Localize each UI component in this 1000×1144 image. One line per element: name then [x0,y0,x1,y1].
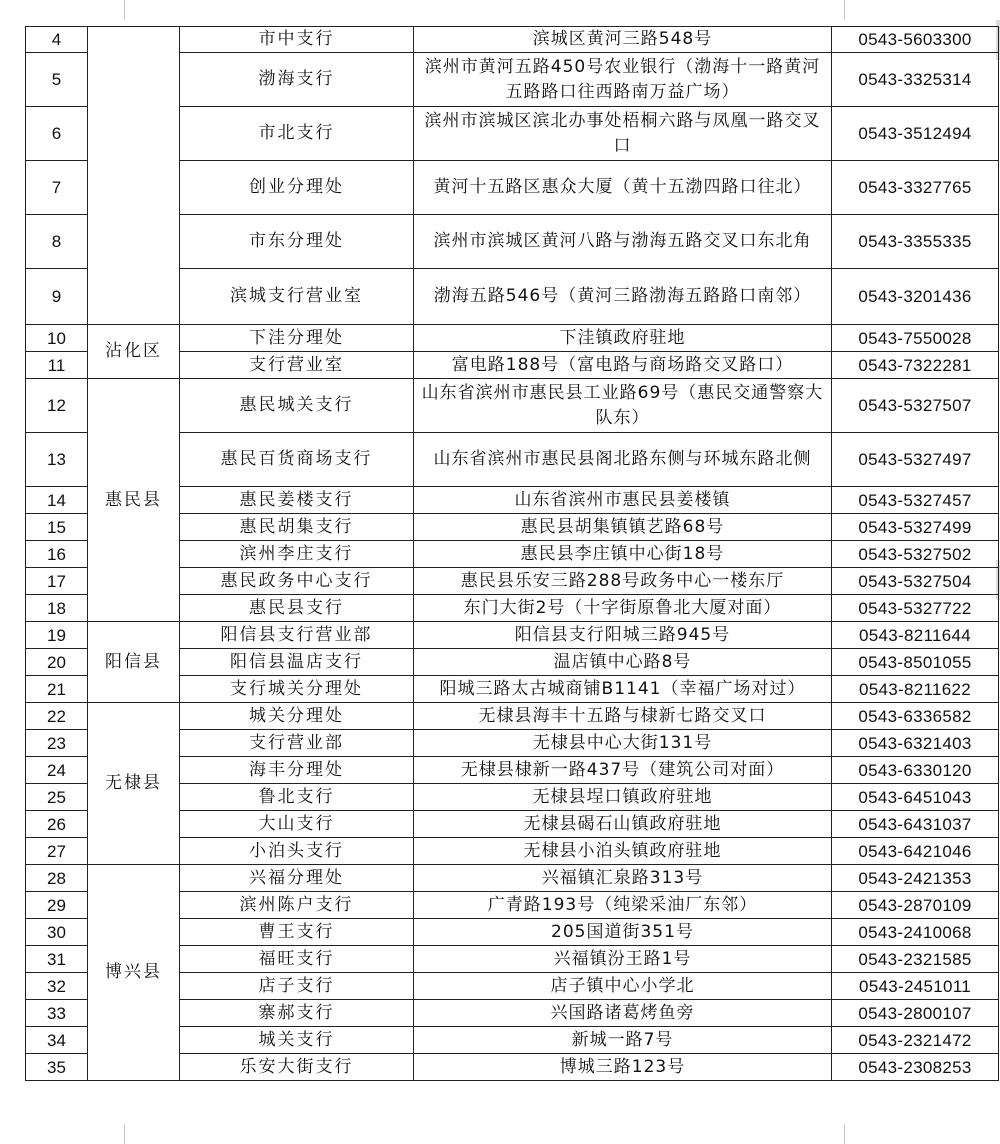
row-number: 35 [26,1054,88,1081]
branch-address: 无棣县小泊头镇政府驻地 [414,838,832,865]
branch-name: 惠民城关支行 [180,379,414,433]
branch-phone: 0543-3512494 [832,107,999,161]
branch-address: 无棣县碣石山镇政府驻地 [414,811,832,838]
district-cell: 沾化区 [88,325,180,379]
branch-phone: 0543-8501055 [832,649,999,676]
branch-phone: 0543-8211644 [832,622,999,649]
branch-name: 惠民百货商场支行 [180,433,414,487]
branch-phone: 0543-3325314 [832,53,999,107]
row-number: 33 [26,1000,88,1027]
branch-name: 市北支行 [180,107,414,161]
branch-name: 支行城关分理处 [180,676,414,703]
branch-phone: 0543-2321585 [832,946,999,973]
branch-address: 店子镇中心小学北 [414,973,832,1000]
branch-phone: 0543-2870109 [832,892,999,919]
branch-name: 福旺支行 [180,946,414,973]
row-number: 21 [26,676,88,703]
branch-phone: 0543-7550028 [832,325,999,352]
branch-phone: 0543-6431037 [832,811,999,838]
row-number: 9 [26,269,88,325]
branch-address: 兴福镇汇泉路313号 [414,865,832,892]
branch-name: 城关支行 [180,1027,414,1054]
crop-mark-bottom-left [124,1124,125,1144]
row-number: 34 [26,1027,88,1054]
branch-phone: 0543-2800107 [832,1000,999,1027]
row-number: 28 [26,865,88,892]
branch-address: 下洼镇政府驻地 [414,325,832,352]
row-number: 8 [26,215,88,269]
branch-table [25,26,999,1081]
table-row [26,27,999,53]
branch-address: 兴国路诸葛烤鱼旁 [414,1000,832,1027]
table-row [26,865,999,892]
branch-phone: 0543-5327507 [832,379,999,433]
crop-mark-top-left [124,0,125,20]
branch-phone: 0543-2451011 [832,973,999,1000]
branch-name: 鲁北支行 [180,784,414,811]
branch-phone: 0543-6330120 [832,757,999,784]
branch-address: 山东省滨州市惠民县姜楼镇 [414,487,832,514]
branch-name: 市东分理处 [180,215,414,269]
branch-phone: 0543-8211622 [832,676,999,703]
branch-address: 温店镇中心路8号 [414,649,832,676]
crop-mark-bottom-right [844,1124,845,1144]
branch-name: 滨州李庄支行 [180,541,414,568]
row-number: 6 [26,107,88,161]
branch-phone: 0543-3201436 [832,269,999,325]
row-number: 18 [26,595,88,622]
branch-name: 小泊头支行 [180,838,414,865]
branch-phone: 0543-6336582 [832,703,999,730]
branch-phone: 0543-2421353 [832,865,999,892]
branch-phone: 0543-2308253 [832,1054,999,1081]
branch-name: 滨城支行营业室 [180,269,414,325]
row-number: 14 [26,487,88,514]
branch-address: 富电路188号（富电路与商场路交叉路口） [414,352,832,379]
branch-phone: 0543-7322281 [832,352,999,379]
row-number: 12 [26,379,88,433]
branch-phone: 0543-5327499 [832,514,999,541]
branch-address: 新城一路7号 [414,1027,832,1054]
branch-phone: 0543-6451043 [832,784,999,811]
branch-name: 惠民政务中心支行 [180,568,414,595]
branch-address: 兴福镇汾王路1号 [414,946,832,973]
table-row [26,325,999,352]
branch-address: 惠民县乐安三路288号政务中心一楼东厅 [414,568,832,595]
branch-address: 无棣县埕口镇政府驻地 [414,784,832,811]
branch-address: 滨州市黄河五路450号农业银行（渤海十一路黄河五路路口往西路南万益广场） [414,53,832,107]
row-number: 30 [26,919,88,946]
branch-phone: 0543-6321403 [832,730,999,757]
row-number: 24 [26,757,88,784]
row-number: 29 [26,892,88,919]
branch-address: 惠民县李庄镇中心街18号 [414,541,832,568]
branch-name: 乐安大街支行 [180,1054,414,1081]
branch-address: 滨州市滨城区黄河八路与渤海五路交叉口东北角 [414,215,832,269]
branch-name: 海丰分理处 [180,757,414,784]
branch-address: 黄河十五路区惠众大厦（黄十五渤四路口往北） [414,161,832,215]
row-number: 23 [26,730,88,757]
branch-name: 渤海支行 [180,53,414,107]
branch-address: 山东省滨州市惠民县工业路69号（惠民交通警察大队东） [414,379,832,433]
branch-phone: 0543-3355335 [832,215,999,269]
branch-address: 滨州市滨城区滨北办事处梧桐六路与凤凰一路交叉口 [414,107,832,161]
branch-name: 曹王支行 [180,919,414,946]
branch-phone: 0543-5603300 [832,27,999,53]
branch-name: 支行营业室 [180,352,414,379]
branch-address: 阳城三路太古城商铺B1141（幸福广场对过） [414,676,832,703]
branch-phone: 0543-2410068 [832,919,999,946]
branch-name: 支行营业部 [180,730,414,757]
row-number: 17 [26,568,88,595]
branch-address: 无棣县中心大街131号 [414,730,832,757]
branch-address: 滨城区黄河三路548号 [414,27,832,53]
row-number: 22 [26,703,88,730]
branch-name: 惠民胡集支行 [180,514,414,541]
branch-phone: 0543-5327497 [832,433,999,487]
branch-phone: 0543-3327765 [832,161,999,215]
branch-name: 创业分理处 [180,161,414,215]
branch-phone: 0543-5327504 [832,568,999,595]
branch-name: 阳信县温店支行 [180,649,414,676]
row-number: 26 [26,811,88,838]
branch-phone: 0543-5327502 [832,541,999,568]
row-number: 16 [26,541,88,568]
crop-mark-top-right [844,0,845,20]
row-number: 10 [26,325,88,352]
branch-phone: 0543-5327457 [832,487,999,514]
branch-address: 无棣县海丰十五路与棣新七路交叉口 [414,703,832,730]
row-number: 5 [26,53,88,107]
row-number: 13 [26,433,88,487]
branch-address: 渤海五路546号（黄河三路渤海五路路口南邻） [414,269,832,325]
branch-address: 东门大街2号（十字街原鲁北大厦对面） [414,595,832,622]
branch-address: 惠民县胡集镇镇艺路68号 [414,514,832,541]
branch-address: 山东省滨州市惠民县阁北路东侧与环城东路北侧 [414,433,832,487]
row-number: 11 [26,352,88,379]
branch-name: 大山支行 [180,811,414,838]
row-number: 20 [26,649,88,676]
branch-name: 下洼分理处 [180,325,414,352]
row-number: 4 [26,27,88,53]
branch-name: 寨郝支行 [180,1000,414,1027]
row-number: 19 [26,622,88,649]
branch-name: 惠民姜楼支行 [180,487,414,514]
branch-name: 店子支行 [180,973,414,1000]
district-cell: 惠民县 [88,379,180,622]
branch-name: 惠民县支行 [180,595,414,622]
table-row [26,622,999,649]
district-cell [88,27,180,325]
branch-phone: 0543-5327722 [832,595,999,622]
table-row [26,703,999,730]
row-number: 15 [26,514,88,541]
row-number: 27 [26,838,88,865]
row-number: 32 [26,973,88,1000]
branch-phone: 0543-6421046 [832,838,999,865]
row-number: 25 [26,784,88,811]
branch-address: 205国道街351号 [414,919,832,946]
district-cell: 阳信县 [88,622,180,703]
branch-name: 滨州陈户支行 [180,892,414,919]
district-cell: 博兴县 [88,865,180,1081]
branch-phone: 0543-2321472 [832,1027,999,1054]
branch-name: 兴福分理处 [180,865,414,892]
branch-name: 阳信县支行营业部 [180,622,414,649]
branch-name: 市中支行 [180,27,414,53]
branch-address: 广青路193号（纯梁采油厂东邻） [414,892,832,919]
table-row [26,379,999,433]
district-cell: 无棣县 [88,703,180,865]
row-number: 31 [26,946,88,973]
branch-address: 博城三路123号 [414,1054,832,1081]
row-number: 7 [26,161,88,215]
branch-address: 阳信县支行阳城三路945号 [414,622,832,649]
branch-name: 城关分理处 [180,703,414,730]
branch-address: 无棣县棣新一路437号（建筑公司对面） [414,757,832,784]
